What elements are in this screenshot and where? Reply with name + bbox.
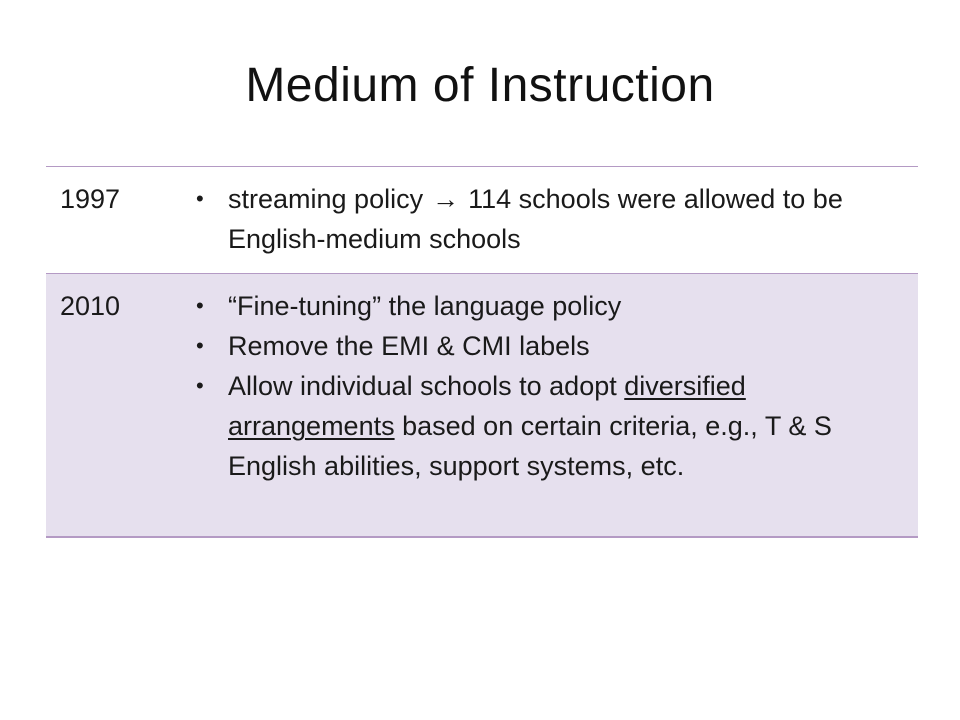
points-cell [196,167,918,274]
bullet-list [196,179,918,259]
list-item [196,326,918,366]
bullet-icon: • [196,293,204,318]
arrow-right-icon: → [432,184,460,214]
year-cell: 1997 [60,184,121,214]
table-row-2010 [46,274,918,538]
point-text: Remove the EMI & CMI labels [228,331,590,361]
list-item [196,179,918,259]
list-item [196,366,918,486]
table-row-1997 [46,167,918,274]
slide-title: Medium of Instruction [245,59,715,112]
points-cell [196,274,918,538]
point-text: based on certain criteria, e.g., T & S English abilities, support systems, etc. [228,411,832,481]
bullet-icon: • [196,186,204,211]
point-text: 114 schools were allowed to be English-medium schools [228,184,843,254]
bullet-list [196,286,918,486]
point-text: streaming policy [228,184,424,214]
bullet-icon: • [196,373,204,398]
underlined-phrase: diversified arrangements [228,371,746,441]
year-cell: 2010 [60,291,121,321]
timeline-table [46,166,918,538]
point-text: Allow individual schools to adopt [228,371,617,401]
bullet-icon: • [196,333,204,358]
list-item [196,286,918,326]
point-text: “Fine-tuning” the language policy [228,291,622,321]
